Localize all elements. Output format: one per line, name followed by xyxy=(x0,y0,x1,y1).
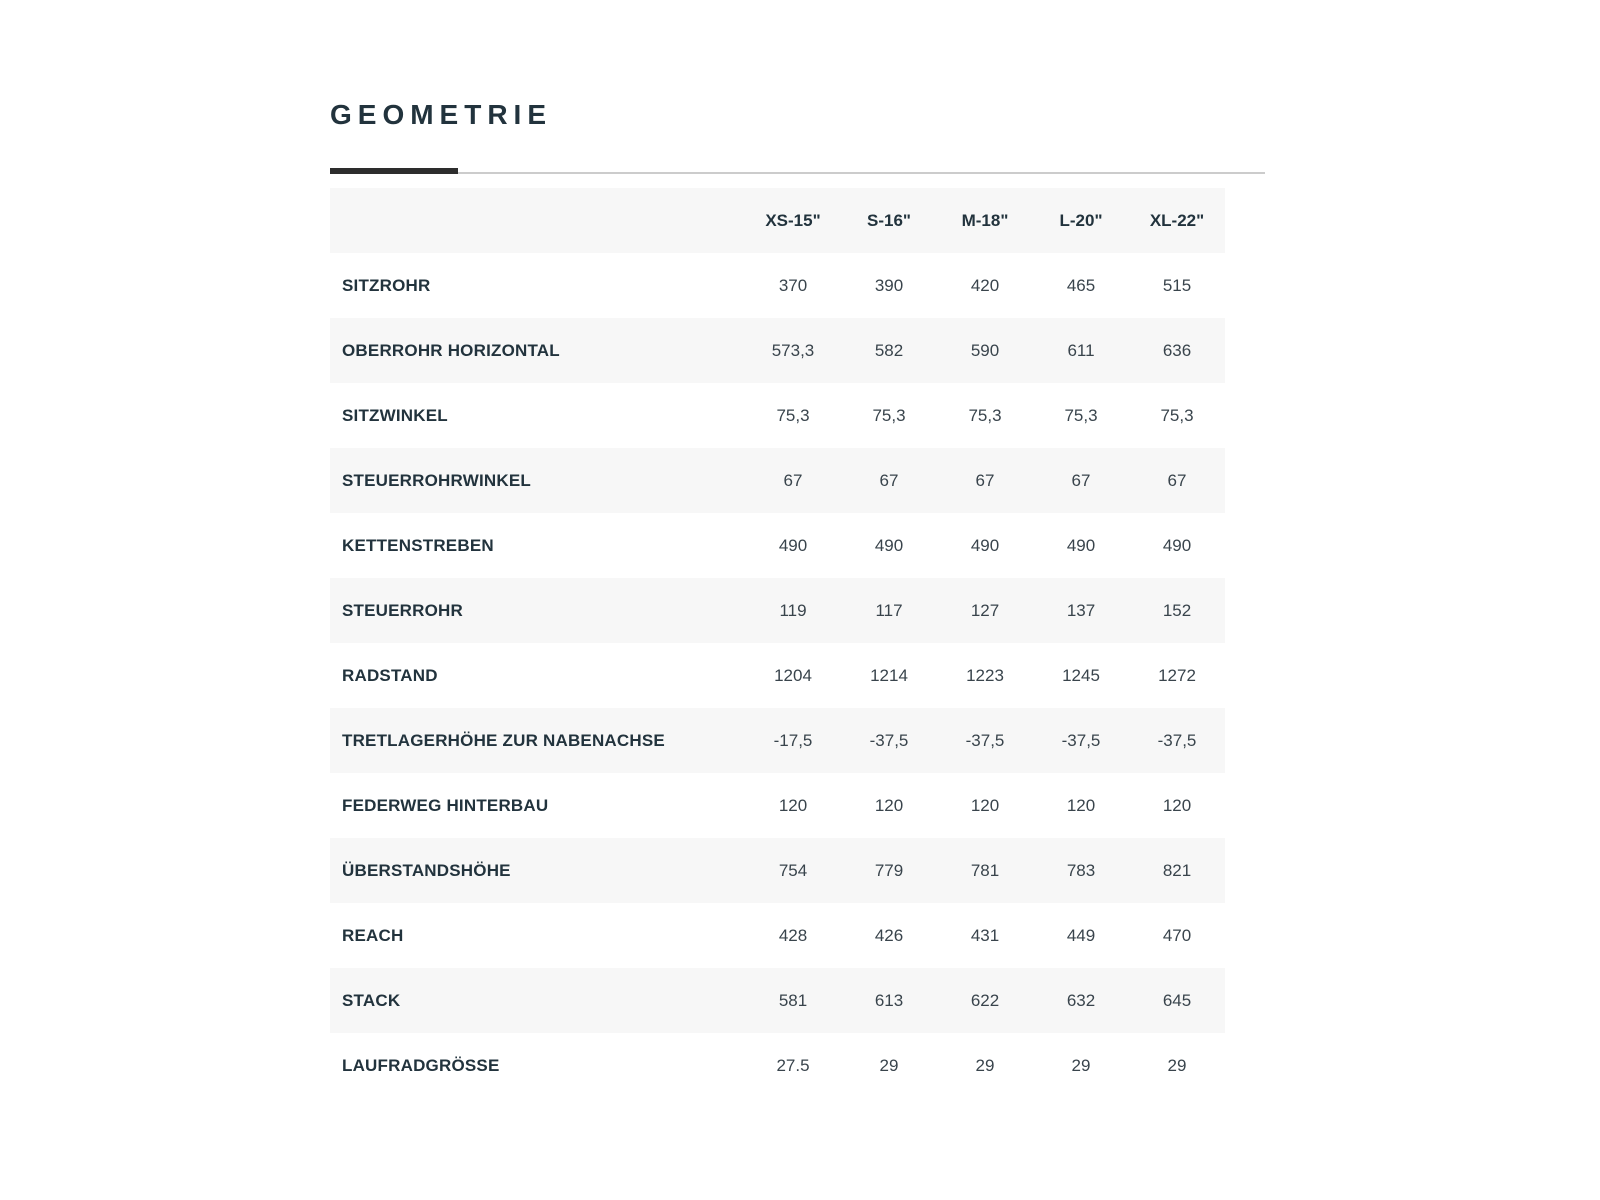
divider-line xyxy=(330,172,1265,174)
cell-value: 754 xyxy=(778,860,808,880)
column-header: XS-15" xyxy=(765,210,821,230)
cell-value: 490 xyxy=(970,535,1000,555)
cell-value: 420 xyxy=(970,275,1000,295)
row-label: SITZWINKEL xyxy=(342,405,448,425)
row-label: LAUFRADGRÖSSE xyxy=(342,1055,500,1075)
cell-value: 120 xyxy=(874,795,904,815)
cell-value: 632 xyxy=(1066,990,1096,1010)
cell-value: 1272 xyxy=(1158,665,1196,685)
section-title: GEOMETRIE xyxy=(330,99,553,130)
row-label: SITZROHR xyxy=(342,275,431,295)
cell-value: 117 xyxy=(875,600,903,620)
table-row xyxy=(330,838,1225,903)
cell-value: 27.5 xyxy=(776,1055,810,1075)
cell-value: 127 xyxy=(970,600,1000,620)
cell-value: 75,3 xyxy=(872,405,906,425)
cell-value: 67 xyxy=(879,470,899,490)
cell-value: 120 xyxy=(778,795,808,815)
cell-value: 515 xyxy=(1162,275,1192,295)
row-label: STEUERROHRWINKEL xyxy=(342,470,531,490)
cell-value: 431 xyxy=(970,925,1000,945)
geometry-section xyxy=(330,96,1265,1098)
cell-value: 490 xyxy=(874,535,904,555)
row-label: ÜBERSTANDSHÖHE xyxy=(342,860,511,880)
cell-value: 821 xyxy=(1162,860,1192,880)
table-row xyxy=(330,968,1225,1033)
column-header: XL-22" xyxy=(1149,210,1205,230)
table-body xyxy=(330,253,1225,1098)
cell-value: 119 xyxy=(779,600,807,620)
cell-value: 67 xyxy=(1167,470,1187,490)
row-label: KETTENSTREBEN xyxy=(342,535,494,555)
cell-value: 781 xyxy=(970,860,1000,880)
table-row xyxy=(330,448,1225,513)
cell-value: 645 xyxy=(1162,990,1192,1010)
table-row xyxy=(330,318,1225,383)
table-row xyxy=(330,1033,1225,1098)
table-header-row xyxy=(330,188,1225,253)
cell-value: 29 xyxy=(879,1055,899,1075)
cell-value: -37,5 xyxy=(869,730,909,750)
cell-value: -37,5 xyxy=(1157,730,1197,750)
cell-value: 67 xyxy=(1071,470,1091,490)
table-row xyxy=(330,903,1225,968)
cell-value: 152 xyxy=(1162,600,1192,620)
column-header: L-20" xyxy=(1059,210,1103,230)
cell-value: 581 xyxy=(778,990,808,1010)
cell-value: 779 xyxy=(874,860,904,880)
table-row xyxy=(330,578,1225,643)
cell-value: 67 xyxy=(975,470,995,490)
cell-value: 783 xyxy=(1066,860,1096,880)
table-row xyxy=(330,643,1225,708)
column-header: S-16" xyxy=(867,210,911,230)
cell-value: 29 xyxy=(1071,1055,1091,1075)
cell-value: 428 xyxy=(778,925,808,945)
cell-value: 75,3 xyxy=(1064,405,1098,425)
cell-value: 490 xyxy=(1066,535,1096,555)
cell-value: -37,5 xyxy=(965,730,1005,750)
cell-value: -17,5 xyxy=(773,730,813,750)
cell-value: 370 xyxy=(778,275,808,295)
row-label: OBERROHR HORIZONTAL xyxy=(342,340,560,360)
cell-value: 1245 xyxy=(1062,665,1100,685)
cell-value: 636 xyxy=(1162,340,1192,360)
cell-value: 120 xyxy=(1066,795,1096,815)
table-row xyxy=(330,253,1225,318)
cell-value: 29 xyxy=(975,1055,995,1075)
geometry-table xyxy=(330,188,1265,1098)
row-label: REACH xyxy=(342,925,404,945)
table-row xyxy=(330,383,1225,448)
cell-value: 465 xyxy=(1066,275,1096,295)
cell-value: 67 xyxy=(783,470,803,490)
cell-value: 1204 xyxy=(774,665,812,685)
table-row xyxy=(330,773,1225,838)
table-row xyxy=(330,513,1225,578)
cell-value: 426 xyxy=(874,925,904,945)
row-label: STEUERROHR xyxy=(342,600,464,620)
cell-value: 622 xyxy=(970,990,1000,1010)
cell-value: 573,3 xyxy=(771,340,815,360)
row-label: TRETLAGERHÖHE ZUR NABENACHSE xyxy=(342,730,665,750)
cell-value: 490 xyxy=(1162,535,1192,555)
cell-value: 390 xyxy=(874,275,904,295)
cell-value: -37,5 xyxy=(1061,730,1101,750)
cell-value: 75,3 xyxy=(968,405,1002,425)
cell-value: 470 xyxy=(1162,925,1192,945)
divider-accent-bar xyxy=(330,168,458,174)
cell-value: 613 xyxy=(874,990,904,1010)
cell-value: 449 xyxy=(1066,925,1096,945)
cell-value: 611 xyxy=(1067,340,1095,360)
row-label: FEDERWEG HINTERBAU xyxy=(342,795,549,815)
title-divider xyxy=(330,168,1265,174)
cell-value: 1223 xyxy=(966,665,1004,685)
table-row xyxy=(330,708,1225,773)
row-label: RADSTAND xyxy=(342,665,438,685)
cell-value: 75,3 xyxy=(1160,405,1194,425)
cell-value: 120 xyxy=(970,795,1000,815)
cell-value: 29 xyxy=(1167,1055,1187,1075)
cell-value: 582 xyxy=(874,340,904,360)
cell-value: 590 xyxy=(970,340,1000,360)
row-label: STACK xyxy=(342,990,401,1010)
cell-value: 120 xyxy=(1162,795,1192,815)
cell-value: 137 xyxy=(1066,600,1096,620)
cell-value: 1214 xyxy=(870,665,908,685)
column-header: M-18" xyxy=(961,210,1009,230)
cell-value: 75,3 xyxy=(776,405,810,425)
cell-value: 490 xyxy=(778,535,808,555)
